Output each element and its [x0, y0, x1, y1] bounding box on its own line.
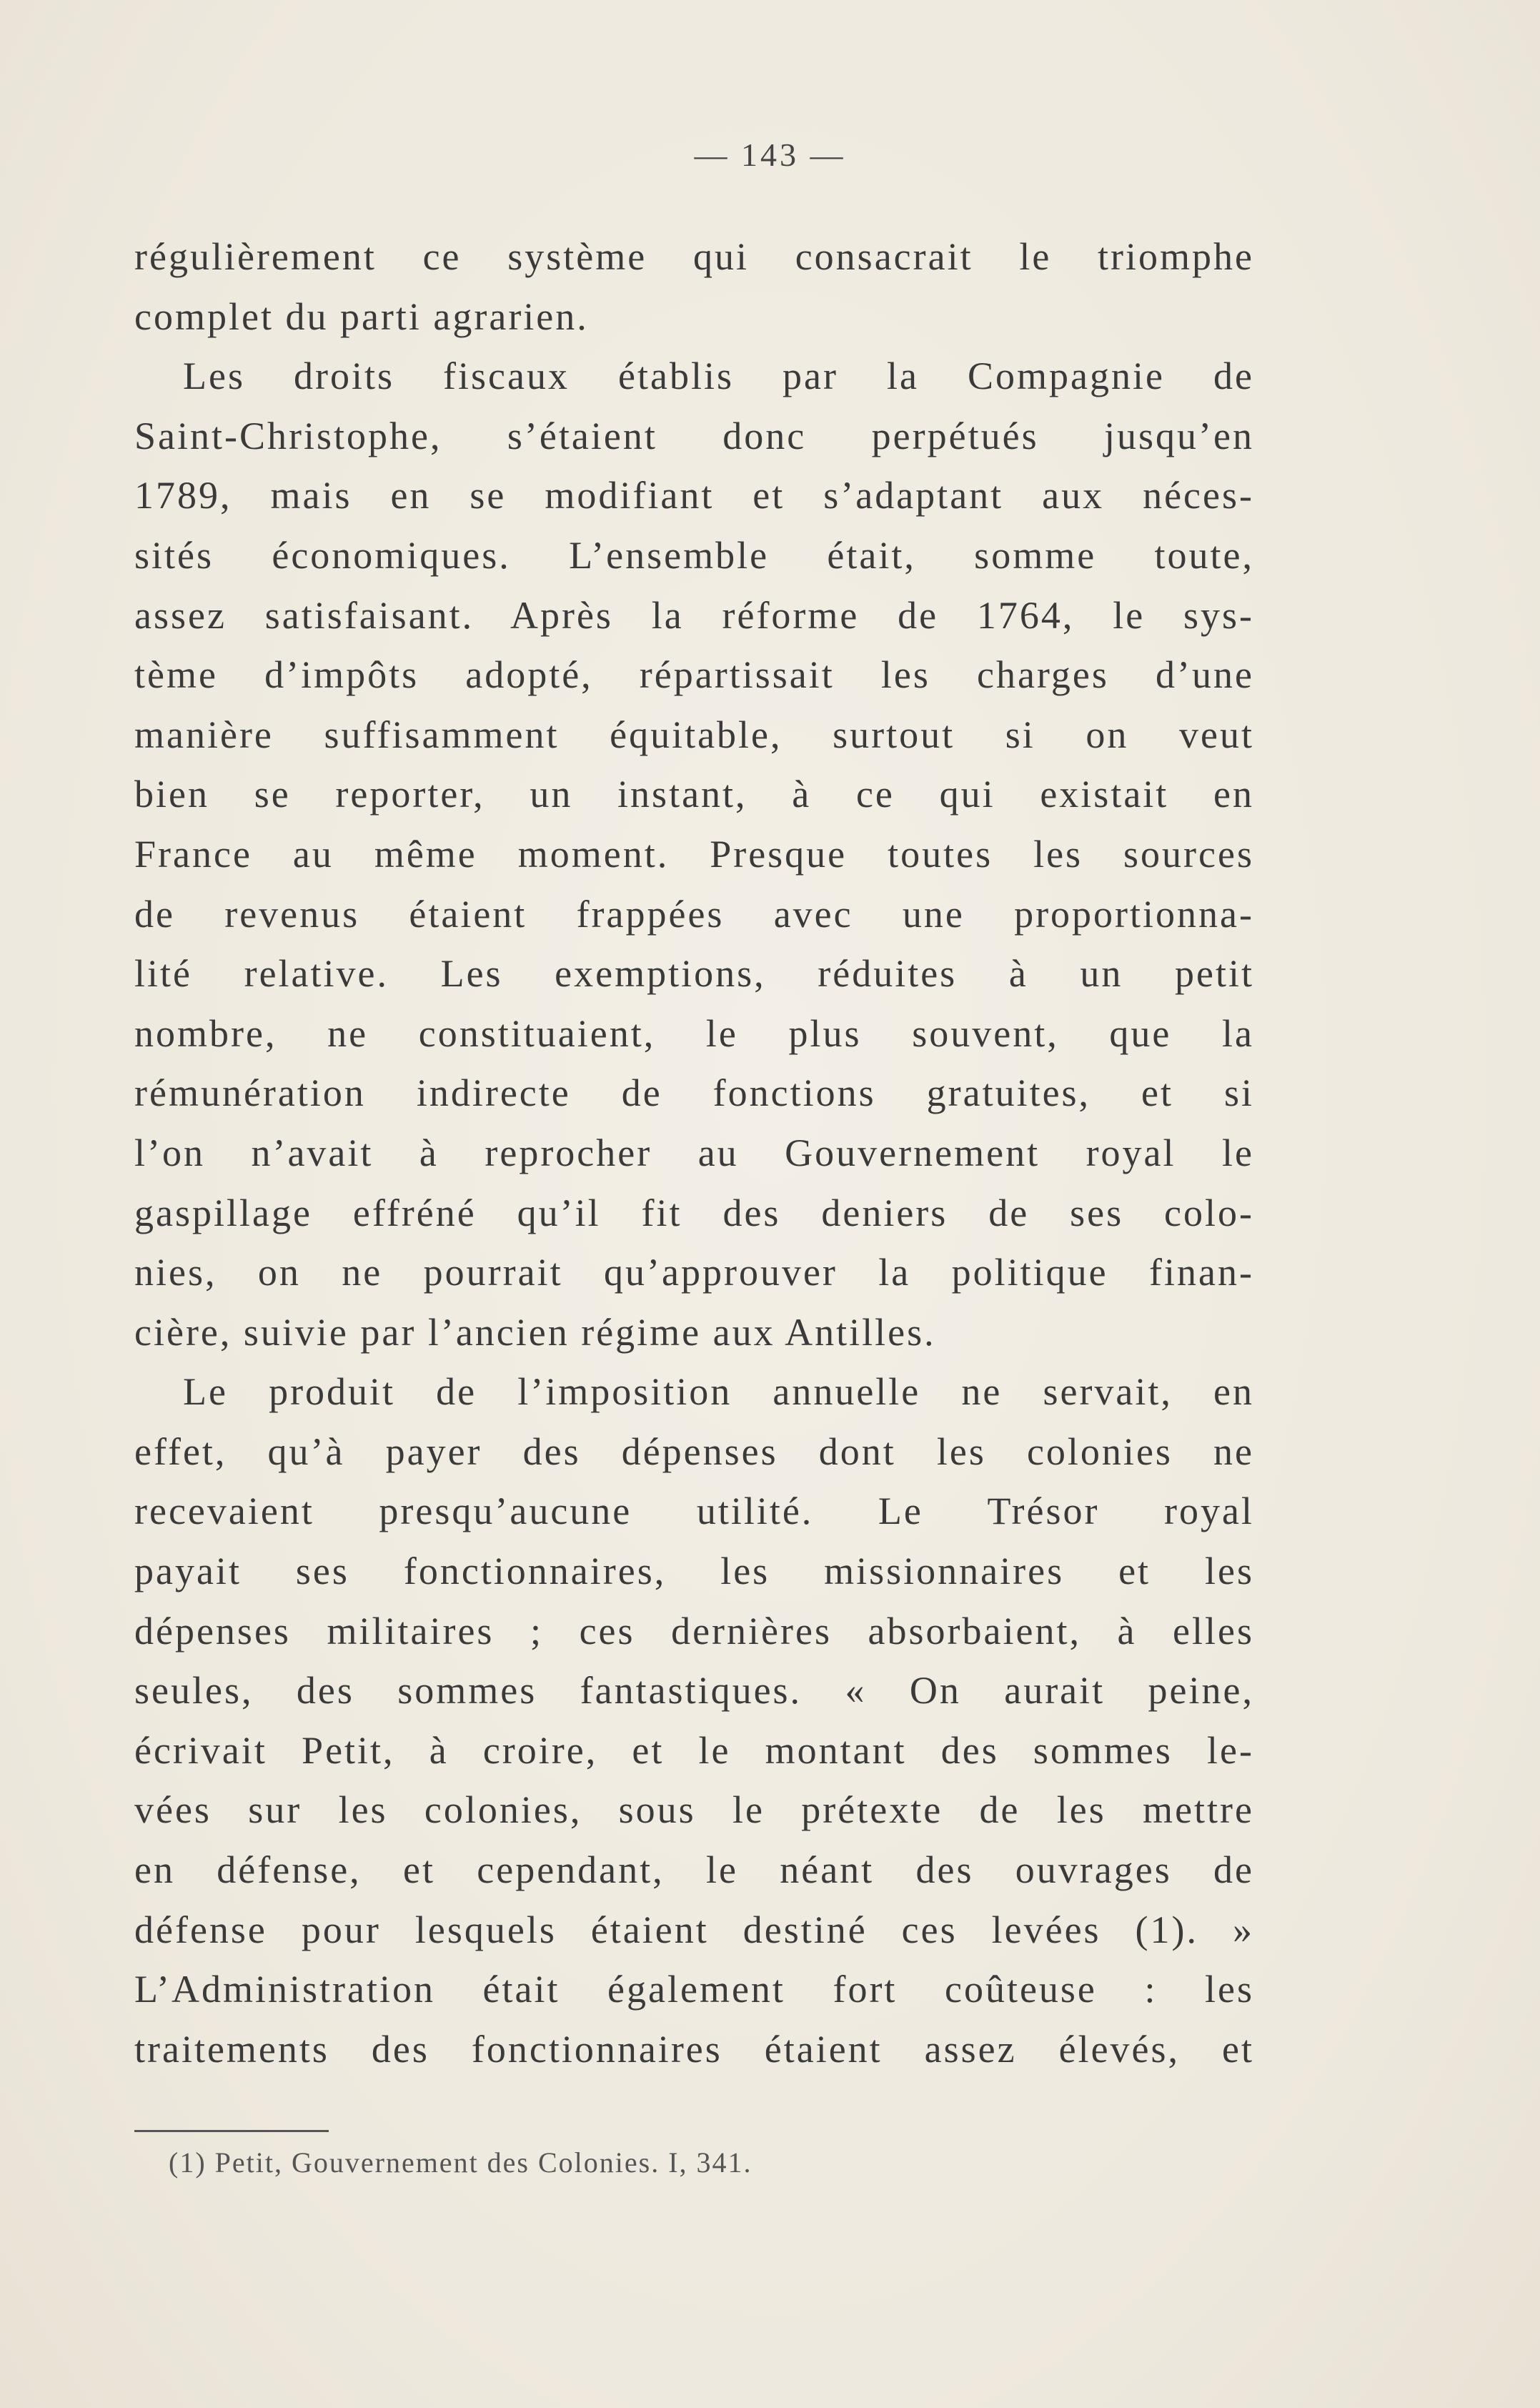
text-line: nies, on ne pourrait qu’approuver la politique finan- — [134, 1251, 1254, 1294]
text-line: L’Administration était également fort coûteuse : les — [134, 1968, 1254, 2011]
footnote-divider — [134, 2130, 329, 2132]
text-line: payait ses fonctionnaires, les missionnaires et les — [134, 1550, 1254, 1593]
text-line: défense pour lesquels étaient destiné ces levées (1). » — [134, 1908, 1254, 1951]
text-line: en défense, et cependant, le néant des ouvrages de — [134, 1848, 1254, 1892]
text-line: gaspillage effréné qu’il fit des deniers de ses colo- — [134, 1191, 1254, 1234]
text-line: bien se reporter, un instant, à ce qui existait en — [134, 773, 1254, 816]
text-line: dépenses militaires ; ces dernières absorbaient, à elles — [134, 1609, 1254, 1653]
page-number: — 143 — — [694, 137, 846, 173]
text-line: effet, qu’à payer des dépenses dont les colonies ne — [134, 1430, 1254, 1473]
text-line: régulièrement ce système qui consacrait le triomphe — [134, 235, 1254, 278]
text-line: seules, des sommes fantastiques. « On aurait peine, — [134, 1669, 1254, 1713]
text-line: vées sur les colonies, sous le prétexte de les mettre — [134, 1788, 1254, 1832]
text-line: sités économiques. L’ensemble était, somme toute, — [134, 533, 1254, 577]
text-line: Les droits fiscaux établis par la Compagnie de — [183, 355, 1254, 398]
text-line: assez satisfaisant. Après la réforme de 1764, le sys- — [134, 593, 1254, 637]
text-line: Le produit de l’imposition annuelle ne servait, en — [183, 1370, 1254, 1414]
text-line: de revenus étaient frappées avec une proportionna- — [134, 892, 1254, 936]
text-line: recevaient presqu’aucune utilité. Le Trésor royal — [134, 1490, 1254, 1533]
text-line: complet du parti agrarien. — [134, 294, 589, 338]
text-line: 1789, mais en se modifiant et s’adaptant aux néces- — [134, 474, 1254, 517]
text-line: rémunération indirecte de fonctions gratuites, et si — [134, 1071, 1254, 1115]
body-text — [134, 227, 1254, 2079]
text-line: traitements des fonctionnaires étaient assez élevés, et — [134, 2027, 1254, 2071]
text-line: manière suffisamment équitable, surtout si on veut — [134, 713, 1254, 756]
text-line: l’on n’avait à reprocher au Gouvernement royal le — [134, 1131, 1254, 1174]
footnote: (1) Petit, Gouvernement des Colonies. I, 341. — [169, 2146, 752, 2179]
text-line: tème d’impôts adopté, répartissait les charges d’une — [134, 653, 1254, 697]
text-line: France au même moment. Presque toutes les sources — [134, 832, 1254, 876]
text-line: Saint-Christophe, s’étaient donc perpétués jusqu’en — [134, 414, 1254, 457]
text-line: lité relative. Les exemptions, réduites à un petit — [134, 952, 1254, 996]
text-line: cière, suivie par l’ancien régime aux Antilles. — [134, 1310, 936, 1354]
text-line: nombre, ne constituaient, le plus souvent, que la — [134, 1011, 1254, 1055]
text-line: écrivait Petit, à croire, et le montant des sommes le- — [134, 1728, 1254, 1772]
